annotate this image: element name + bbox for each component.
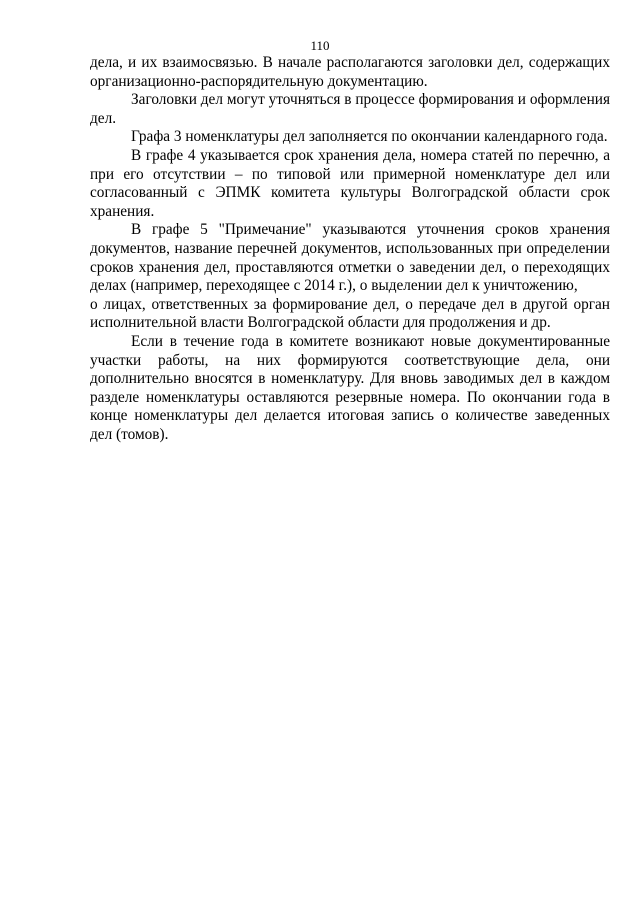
paragraph-column-4: В графе 4 указывается срок хранения дела, номера статей по перечню, а при его отсутствии – по типовой или примерной номенклатуре дел или согласованный с ЭПМК комитета культуры Волгоградской области срок хранения. — [90, 146, 610, 220]
paragraph-new-cases: Если в течение года в комитете возникают новые документированные участки работы, на них формируются соответствующие дела, они дополнительно вносятся в номенклатуру. Для вновь заводимых дел в каждом разделе номенклатуры оставляются резервные номера. По окончании года в конце номенклатуры дел делается итоговая запись о количестве заведенных дел (томов). — [90, 332, 610, 443]
page-number: 110 — [310, 38, 330, 53]
document-body — [90, 54, 610, 444]
paragraph-continuation: дела, и их взаимосвязью. В начале располагаются заголовки дел, содержащих организационно-распорядительную документацию. — [90, 54, 610, 90]
paragraph-responsible-persons: о лицах, ответственных за формирование дел, о передаче дел в другой орган исполнительной власти Волгоградской области для продолжения и др. — [90, 295, 610, 332]
paragraph-case-titles: Заголовки дел могут уточняться в процессе формирования и оформления дел. — [90, 91, 610, 127]
paragraph-column-5: В графе 5 "Примечание" указываются уточнения сроков хранения документов, название перечней документов, использованных при определении сроков хранения дел, проставляются отметки о заведении дел, о переходящих делах (например, переходящее с 2014 г.), о выделении дел к уничтожению, — [90, 221, 610, 295]
paragraph-column-3: Графа 3 номенклатуры дел заполняется по окончании календарного года. — [131, 128, 608, 146]
